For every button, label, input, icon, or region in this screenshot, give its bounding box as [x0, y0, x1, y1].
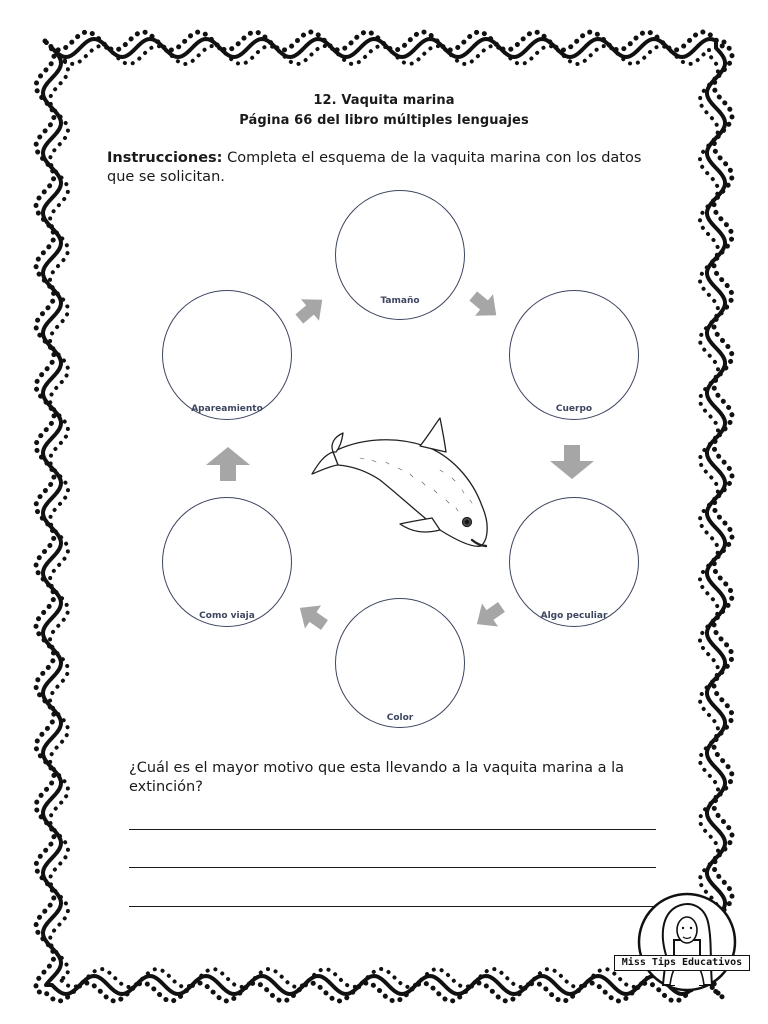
circle-label-apareamiento: Apareamiento	[191, 404, 263, 414]
circle-label-como-viaja: Como viaja	[199, 611, 255, 621]
worksheet-subtitle: Página 66 del libro múltiples lenguajes	[239, 113, 529, 128]
instructions-label: Instrucciones:	[107, 150, 223, 166]
brand-label: Miss Tips Educativos	[614, 955, 750, 971]
circle-label-algo-peculiar: Algo peculiar	[540, 611, 608, 621]
circle-label-tamano: Tamaño	[380, 296, 420, 306]
circle-label-color: Color	[386, 713, 414, 723]
worksheet-title: 12. Vaquita marina	[313, 93, 455, 108]
question-text: ¿Cuál es el mayor motivo que esta llevando a la vaquita marina a la extinción?	[129, 760, 625, 795]
circle-label-cuerpo: Cuerpo	[555, 404, 593, 414]
instructions-text: Completa el esquema de la vaquita marina con los datos que se solicitan.	[107, 150, 642, 185]
